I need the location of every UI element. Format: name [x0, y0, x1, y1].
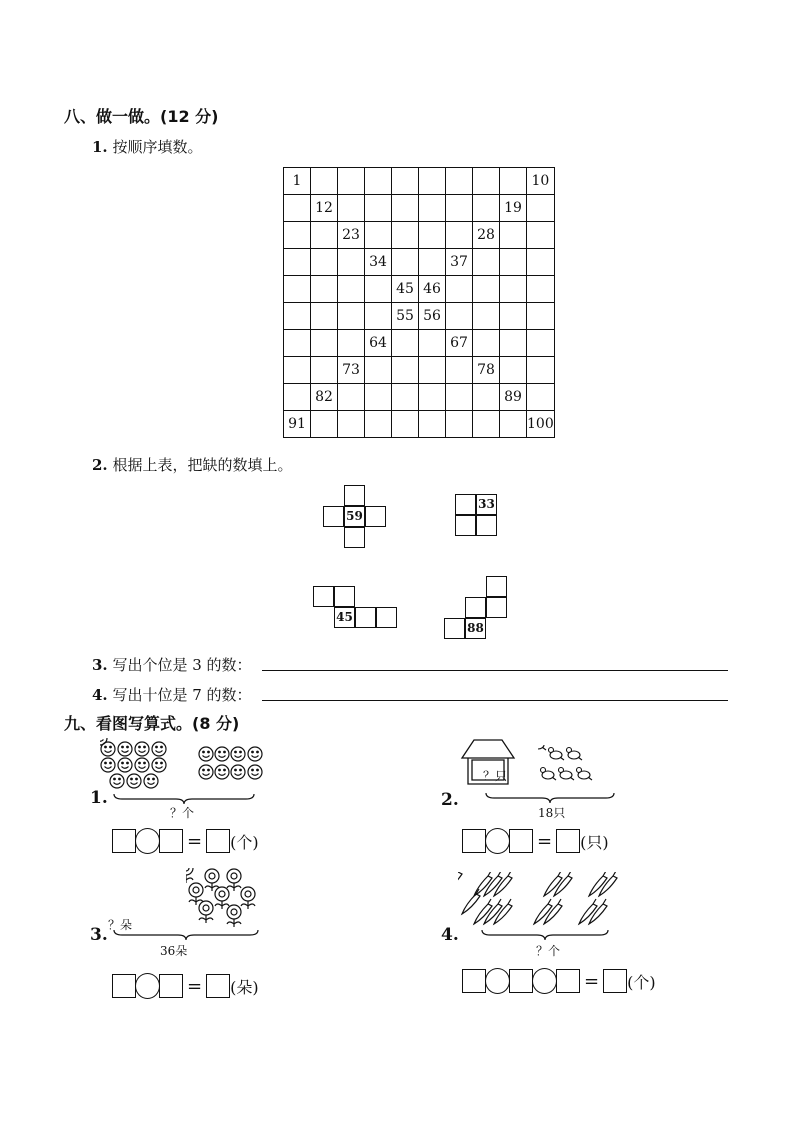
given-cell: 33 [476, 494, 497, 515]
hundred-grid [283, 167, 555, 438]
grid-cell-blank[interactable] [311, 249, 338, 276]
grid-cell-blank[interactable] [392, 168, 419, 195]
brace-label: ？个 [170, 806, 195, 820]
equals-sign: = [537, 830, 553, 852]
grid-cell-given: 10 [527, 168, 555, 195]
grid-cell-given: 89 [500, 384, 527, 411]
operator-circle[interactable] [135, 828, 160, 854]
grid-cell-given: 1 [284, 168, 311, 195]
answer-box[interactable] [556, 969, 580, 993]
grid-cell-blank[interactable] [311, 276, 338, 303]
grid-cell-blank[interactable] [419, 168, 446, 195]
brace [484, 791, 616, 805]
blank-cell[interactable] [313, 586, 334, 607]
brace [112, 928, 260, 942]
grid-row [284, 330, 555, 357]
blank-cell[interactable] [344, 527, 365, 548]
grid-cell-blank[interactable] [392, 195, 419, 222]
grid-cell-given: 82 [311, 384, 338, 411]
blank-cell[interactable] [344, 485, 365, 506]
grid-cell-given: 78 [473, 357, 500, 384]
grid-cell-blank[interactable] [419, 330, 446, 357]
grid-cell-given: 34 [365, 249, 392, 276]
grid-cell-blank[interactable] [365, 222, 392, 249]
answer-box[interactable] [159, 974, 183, 998]
question-4: 4. 写出十位是 7 的数： [92, 686, 252, 704]
grid-cell-blank[interactable] [473, 249, 500, 276]
unit-label: (个) [230, 832, 259, 852]
grid-cell-blank[interactable] [473, 384, 500, 411]
grid-cell-blank[interactable] [500, 249, 527, 276]
pigeons-image [538, 745, 598, 785]
blank-cell[interactable] [376, 607, 397, 628]
grid-cell-blank[interactable] [338, 384, 365, 411]
grid-cell-blank[interactable] [473, 195, 500, 222]
grid-cell-given: 67 [446, 330, 473, 357]
grid-cell-blank[interactable] [419, 195, 446, 222]
grid-cell-blank[interactable] [446, 411, 473, 438]
answer-box[interactable] [206, 974, 230, 998]
grid-cell-blank[interactable] [500, 222, 527, 249]
grid-row [284, 249, 555, 276]
grid-cell-given: 12 [311, 195, 338, 222]
grid-cell-blank[interactable] [284, 222, 311, 249]
grid-cell-blank[interactable] [311, 303, 338, 330]
grid-cell-blank[interactable] [500, 168, 527, 195]
grid-cell-blank[interactable] [446, 384, 473, 411]
grid-cell-given: 45 [392, 276, 419, 303]
grid-cell-blank[interactable] [446, 168, 473, 195]
grid-cell-blank[interactable] [311, 357, 338, 384]
problem-1-number: 1. [90, 788, 108, 808]
problem-2-number: 2. [441, 790, 459, 810]
grid-cell-blank[interactable] [311, 168, 338, 195]
equation-3 [112, 973, 259, 999]
blank-cell[interactable] [455, 515, 476, 536]
grid-cell-blank[interactable] [527, 384, 555, 411]
grid-cell-blank[interactable] [500, 303, 527, 330]
grid-cell-blank[interactable] [338, 330, 365, 357]
answer-box[interactable] [462, 829, 486, 853]
grid-cell-blank[interactable] [338, 168, 365, 195]
grid-cell-blank[interactable] [527, 357, 555, 384]
grid-row [284, 411, 555, 438]
grid-row [284, 195, 555, 222]
grid-cell-blank[interactable] [500, 411, 527, 438]
grid-cell-blank[interactable] [527, 303, 555, 330]
grid-cell-blank[interactable] [392, 357, 419, 384]
grid-cell-blank[interactable] [392, 411, 419, 438]
grid-cell-blank[interactable] [392, 249, 419, 276]
grid-cell-blank[interactable] [338, 303, 365, 330]
blank-cell[interactable] [486, 597, 507, 618]
blank-cell[interactable] [334, 586, 355, 607]
grid-cell-blank[interactable] [527, 330, 555, 357]
operator-circle[interactable] [135, 973, 160, 999]
answer-box[interactable] [509, 829, 533, 853]
answer-box[interactable] [159, 829, 183, 853]
grid-cell-blank[interactable] [284, 330, 311, 357]
problem-4-number: 4. [441, 925, 459, 945]
grid-cell-blank[interactable] [419, 222, 446, 249]
blank-cell[interactable] [355, 607, 376, 628]
given-cell: 59 [344, 506, 365, 527]
grid-cell-blank[interactable] [284, 384, 311, 411]
grid-cell-blank[interactable] [365, 384, 392, 411]
grid-cell-blank[interactable] [500, 276, 527, 303]
operator-circle[interactable] [485, 968, 510, 994]
grid-cell-blank[interactable] [527, 222, 555, 249]
equation-4 [462, 968, 656, 994]
brace [480, 928, 610, 942]
equation-1 [112, 828, 259, 854]
unit-label: (只) [580, 832, 609, 852]
equation-2 [462, 828, 609, 854]
grid-cell-blank[interactable] [473, 303, 500, 330]
smiley-faces-image [100, 738, 280, 798]
left-label: ？朵 [108, 918, 133, 932]
grid-cell-blank[interactable] [284, 357, 311, 384]
grid-cell-blank[interactable] [473, 330, 500, 357]
grid-row [284, 276, 555, 303]
blank-cell[interactable] [455, 494, 476, 515]
grid-cell-blank[interactable] [446, 276, 473, 303]
grid-cell-blank[interactable] [338, 249, 365, 276]
section-9-title: 九、看图写算式。(8 分) [64, 714, 240, 733]
grid-cell-blank[interactable] [284, 303, 311, 330]
grid-cell-blank[interactable] [527, 276, 555, 303]
section-8-title: 八、做一做。(12 分) [64, 107, 219, 126]
grid-cell-blank[interactable] [311, 222, 338, 249]
question-1: 1. 按顺序填数。 [92, 138, 203, 156]
brace-label: 18只 [538, 806, 566, 820]
peppers-image [458, 872, 638, 930]
grid-cell-given: 100 [527, 411, 555, 438]
question-3: 3. 写出个位是 3 的数： [92, 656, 252, 674]
grid-cell-blank[interactable] [473, 168, 500, 195]
blank-cell[interactable] [323, 506, 344, 527]
brace-label: 36朵 [160, 944, 188, 958]
blank-cell[interactable] [476, 515, 497, 536]
grid-cell-blank[interactable] [473, 276, 500, 303]
given-cell: 88 [465, 618, 486, 639]
grid-cell-given: 56 [419, 303, 446, 330]
grid-cell-given: 23 [338, 222, 365, 249]
grid-cell-blank[interactable] [365, 303, 392, 330]
answer-box[interactable] [112, 829, 136, 853]
grid-cell-blank[interactable] [338, 411, 365, 438]
grid-cell-given: 91 [284, 411, 311, 438]
grid-cell-given: 37 [446, 249, 473, 276]
answer-line-4[interactable] [262, 700, 728, 701]
grid-cell-blank[interactable] [473, 411, 500, 438]
grid-cell-blank[interactable] [338, 276, 365, 303]
grid-cell-blank[interactable] [284, 276, 311, 303]
grid-cell-blank[interactable] [365, 168, 392, 195]
flowers-image [186, 868, 266, 936]
equals-sign: = [584, 970, 600, 992]
answer-box[interactable] [462, 969, 486, 993]
blank-cell[interactable] [486, 576, 507, 597]
grid-cell-blank[interactable] [446, 303, 473, 330]
grid-cell-blank[interactable] [284, 249, 311, 276]
grid-cell-blank[interactable] [365, 195, 392, 222]
grid-row [284, 357, 555, 384]
grid-cell-blank[interactable] [311, 411, 338, 438]
answer-box[interactable] [112, 974, 136, 998]
grid-cell-blank[interactable] [365, 357, 392, 384]
grid-cell-given: 19 [500, 195, 527, 222]
grid-cell-blank[interactable] [500, 330, 527, 357]
unit-label: (个) [627, 972, 656, 992]
answer-line-3[interactable] [262, 670, 728, 671]
grid-cell-blank[interactable] [338, 195, 365, 222]
answer-box[interactable] [603, 969, 627, 993]
grid-cell-blank[interactable] [392, 330, 419, 357]
grid-cell-given: 73 [338, 357, 365, 384]
grid-cell-blank[interactable] [446, 195, 473, 222]
grid-row [284, 168, 555, 195]
blank-cell[interactable] [444, 618, 465, 639]
grid-cell-blank[interactable] [419, 249, 446, 276]
operator-circle[interactable] [485, 828, 510, 854]
grid-cell-blank[interactable] [284, 195, 311, 222]
grid-cell-given: 46 [419, 276, 446, 303]
question-2: 2. 根据上表，把缺的数填上。 [92, 456, 293, 474]
grid-row [284, 303, 555, 330]
grid-cell-blank[interactable] [365, 411, 392, 438]
brace-label: ？个 [536, 944, 561, 958]
grid-cell-given: 28 [473, 222, 500, 249]
grid-cell-blank[interactable] [311, 330, 338, 357]
grid-cell-blank[interactable] [419, 384, 446, 411]
equals-sign: = [187, 830, 203, 852]
grid-cell-blank[interactable] [365, 276, 392, 303]
grid-cell-blank[interactable] [500, 357, 527, 384]
answer-box[interactable] [509, 969, 533, 993]
equals-sign: = [187, 975, 203, 997]
grid-cell-blank[interactable] [392, 222, 419, 249]
problem-3-number: 3. [90, 925, 108, 945]
grid-cell-blank[interactable] [527, 249, 555, 276]
grid-row [284, 384, 555, 411]
operator-circle[interactable] [532, 968, 557, 994]
house-label: ？只 [483, 769, 508, 783]
grid-cell-given: 55 [392, 303, 419, 330]
blank-cell[interactable] [465, 597, 486, 618]
grid-row [284, 222, 555, 249]
grid-cell-blank[interactable] [392, 384, 419, 411]
answer-box[interactable] [206, 829, 230, 853]
grid-cell-blank[interactable] [446, 357, 473, 384]
grid-cell-blank[interactable] [419, 411, 446, 438]
grid-cell-blank[interactable] [527, 195, 555, 222]
grid-cell-blank[interactable] [419, 357, 446, 384]
blank-cell[interactable] [365, 506, 386, 527]
unit-label: (朵) [230, 977, 259, 997]
given-cell: 45 [334, 607, 355, 628]
answer-box[interactable] [556, 829, 580, 853]
grid-cell-blank[interactable] [446, 222, 473, 249]
grid-cell-given: 64 [365, 330, 392, 357]
